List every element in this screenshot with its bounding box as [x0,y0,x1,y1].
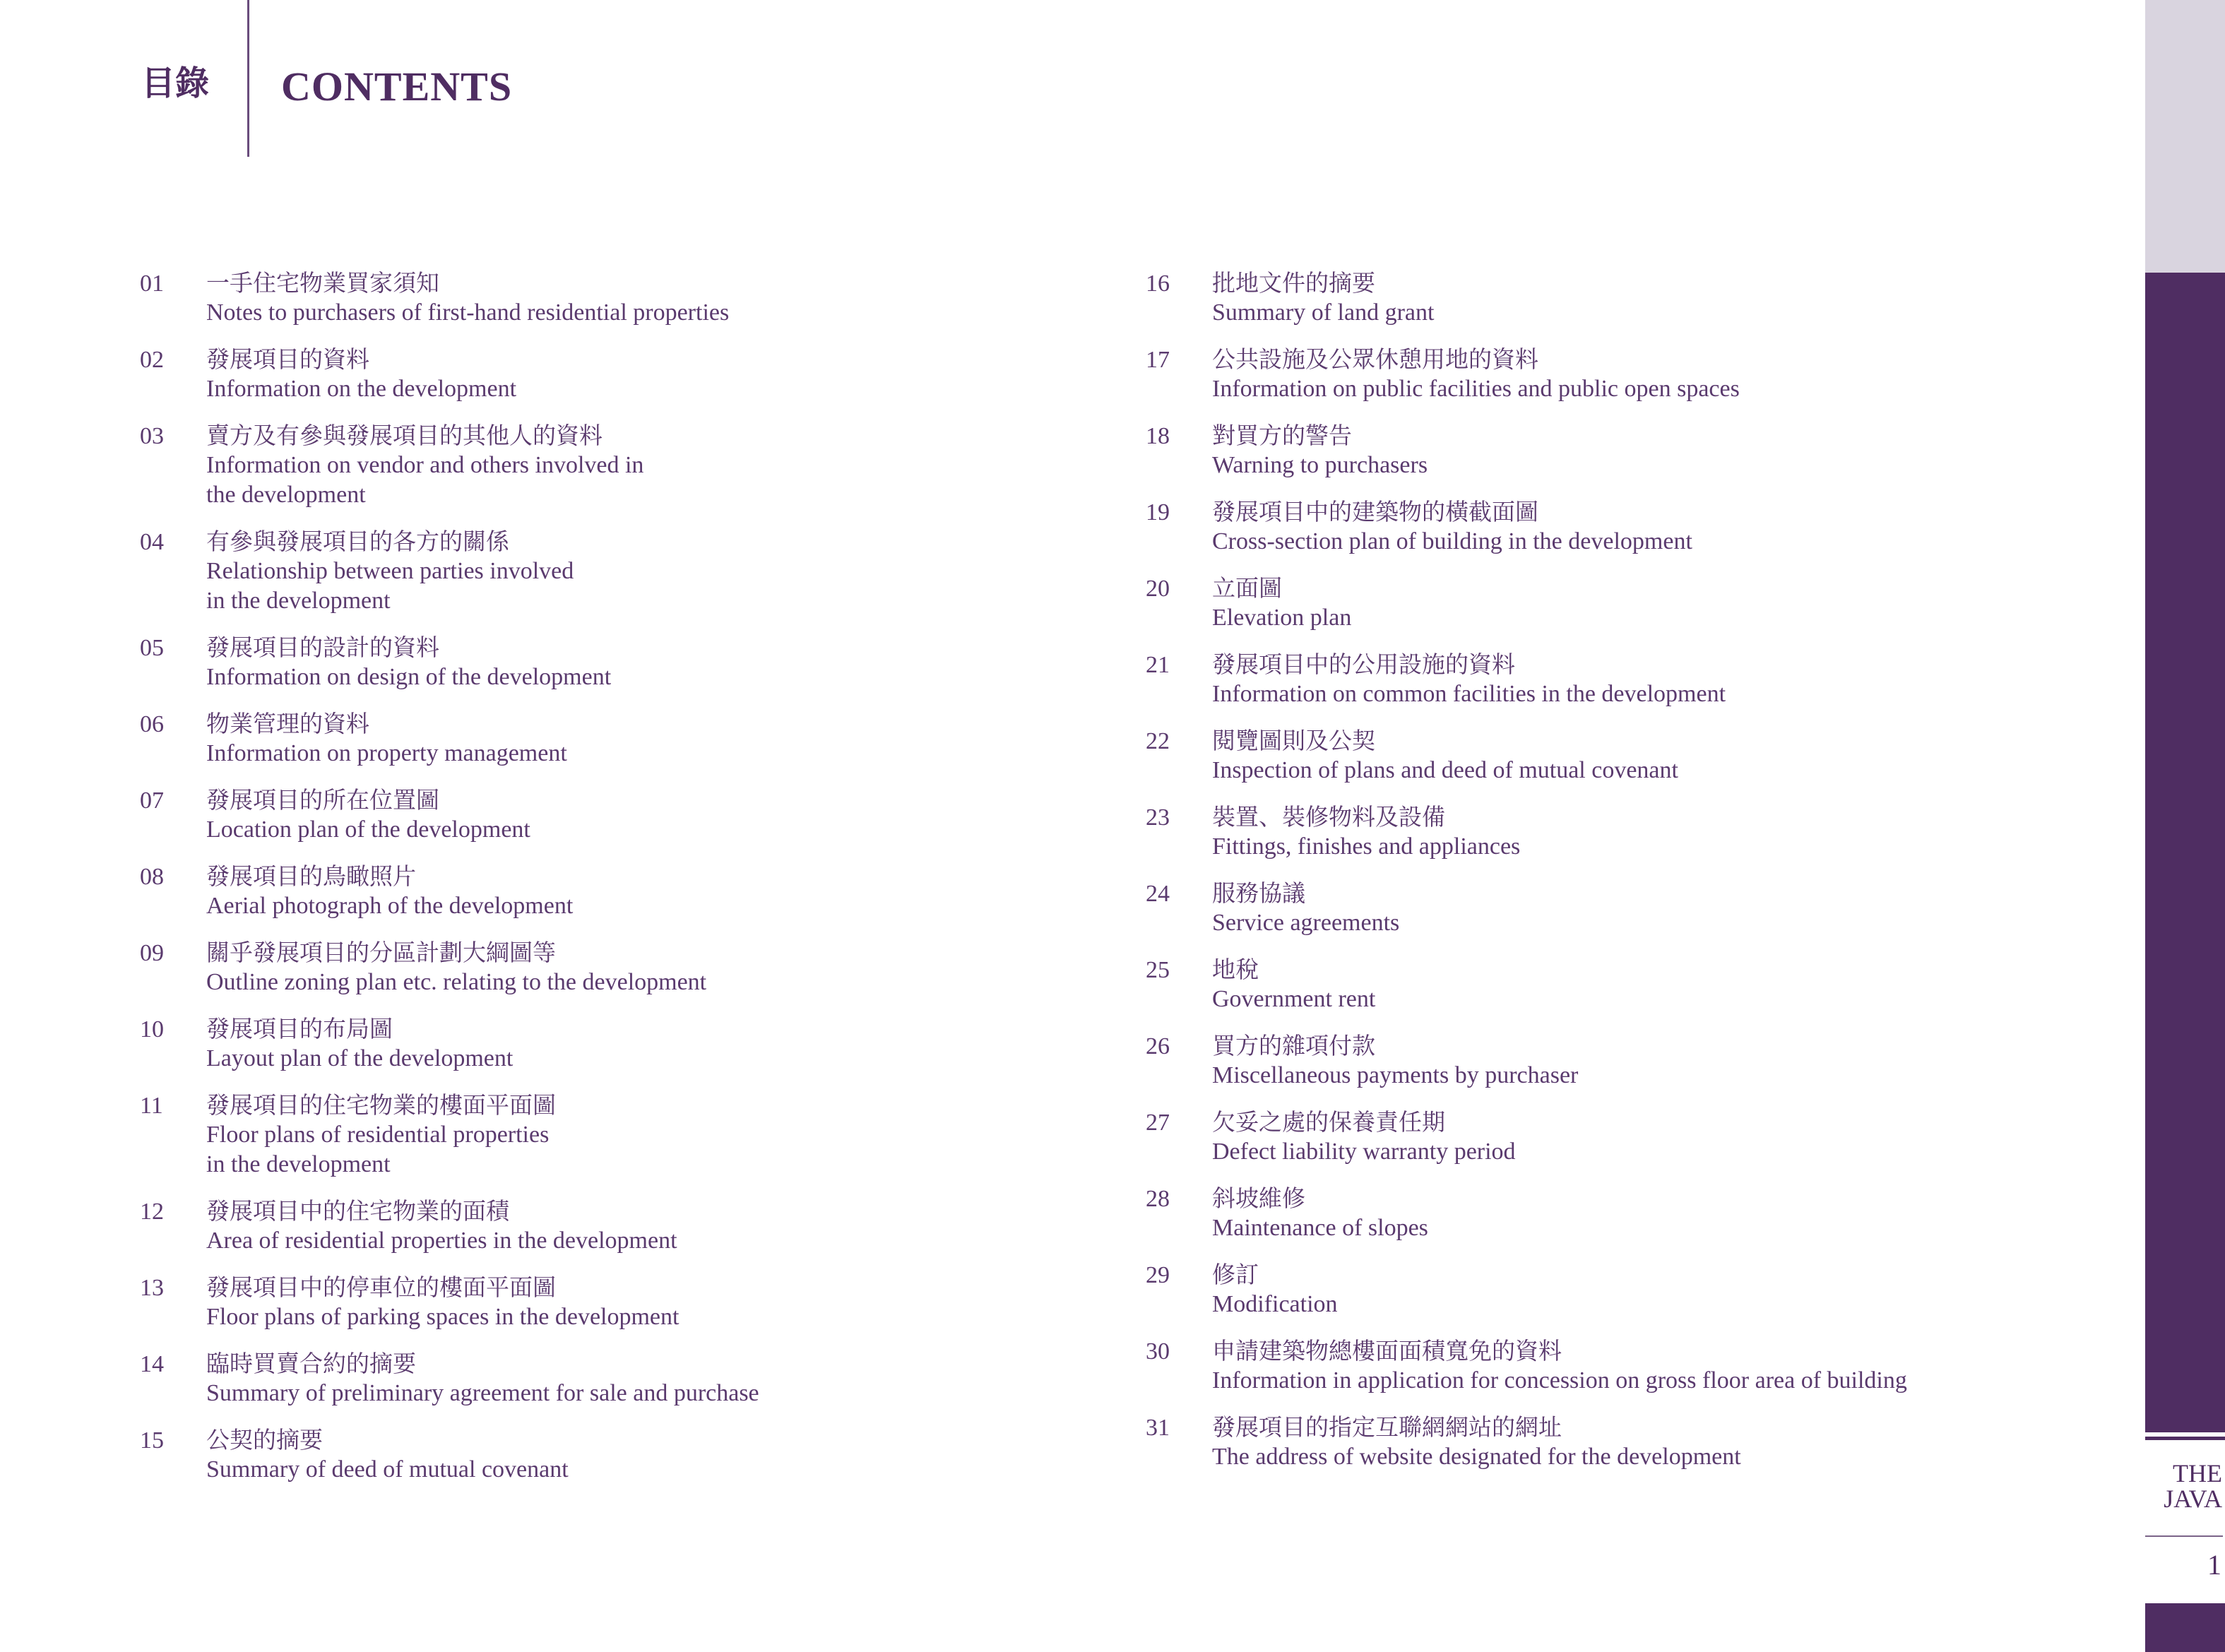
toc-entry-title-english: Fittings, finishes and appliances [1212,833,1521,860]
toc-entry-number: 28 [1146,1186,1170,1212]
toc-entry-text [1212,421,2120,480]
toc-entry-title-english: Notes to purchasers of first-hand residential properties [206,299,730,326]
page-header [0,0,2048,162]
toc-entry-title-english: Information on property management [206,740,567,766]
toc-entry-number: 08 [140,864,164,890]
toc-entry-title-english: Layout plan of the development [206,1045,514,1071]
toc-entry-title-english: Outline zoning plan etc. relating to the development [206,969,707,995]
toc-entry-title-english: Information on public facilities and public open spaces [1212,376,1740,402]
toc-entry-text [1212,1031,2120,1091]
toc-entry-number: 27 [1146,1110,1170,1136]
toc-entry-title-chinese: 裝置、裝修物料及設備 [1212,803,1445,831]
toc-entry-title-chinese: 發展項目中的建築物的橫截面圖 [1212,498,1538,525]
toc-entry[interactable] [1146,1260,2120,1319]
toc-entry-title-chinese: 公共設施及公眾休憩用地的資料 [1212,345,1538,373]
toc-entry-text [206,1349,1115,1408]
toc-entry-text [206,345,1115,404]
toc-entry-number: 29 [1146,1262,1170,1288]
toc-entry-title-chinese: 對買方的警告 [1212,422,1352,449]
toc-entry-title-chinese: 發展項目的所在位置圖 [206,786,439,814]
toc-entry-text [1212,726,2120,785]
sidebar-light-block [2145,0,2225,273]
toc-entry-title-chinese: 發展項目的資料 [206,345,369,373]
toc-entry[interactable] [1146,650,2120,709]
toc-entry[interactable] [140,268,1115,328]
toc-entry[interactable] [140,421,1115,510]
toc-entry[interactable] [1146,726,2120,785]
toc-entry-number: 12 [140,1199,164,1225]
toc-entry-number: 22 [1146,728,1170,754]
toc-entry-text [1212,1107,2120,1167]
toc-entry-text [1212,802,2120,862]
toc-entry-number: 17 [1146,347,1170,373]
toc-entry-number: 19 [1146,499,1170,525]
toc-entry-number: 21 [1146,652,1170,678]
toc-entry-text [206,527,1115,616]
toc-entry-title-english: Information on design of the development [206,664,612,690]
toc-entry-title-chinese: 斜坡維修 [1212,1184,1305,1212]
toc-entry-number: 23 [1146,804,1170,831]
toc-entry-text [1212,345,2120,404]
toc-entry-text [1212,955,2120,1014]
toc-entry[interactable] [140,1014,1115,1074]
toc-entry-title-english: Relationship between parties involved in the development [206,558,574,614]
toc-entry-number: 09 [140,940,164,966]
toc-entry-title-chinese: 賣方及有參與發展項目的其他人的資料 [206,422,603,449]
toc-entry-number: 25 [1146,957,1170,983]
toc-entry-number: 03 [140,423,164,449]
toc-entry-text [206,1014,1115,1074]
toc-entry[interactable] [140,633,1115,692]
toc-entry-title-english: Floor plans of residential properties in the development [206,1122,550,1177]
toc-entry-title-english: Location plan of the development [206,816,530,843]
toc-entry[interactable] [140,527,1115,616]
toc-entry-text [1212,879,2120,938]
sidebar-dark-block [2145,273,2225,1432]
toc-entry-title-chinese: 發展項目中的停車位的樓面平面圖 [206,1273,556,1301]
toc-entry-title-english: Miscellaneous payments by purchaser [1212,1062,1579,1088]
toc-entry-title-english: Service agreements [1212,910,1400,936]
toc-entry[interactable] [1146,802,2120,862]
toc-entry[interactable] [140,1273,1115,1332]
toc-entry-text [206,1273,1115,1332]
toc-entry[interactable] [1146,268,2120,328]
page-title: CONTENTS [281,64,513,109]
toc-entry-title-chinese: 發展項目的鳥瞰照片 [206,862,416,890]
toc-entry-title-english: The address of website designated for the development [1212,1444,1741,1470]
toc-entry-title-chinese: 關乎發展項目的分區計劃大綱圖等 [206,939,556,966]
toc-entry-number: 31 [1146,1415,1170,1441]
toc-entry-title-chinese: 閱覽圖則及公契 [1212,727,1375,754]
toc-entry[interactable] [140,345,1115,404]
toc-entry-title-english: Modification [1212,1291,1338,1317]
toc-entry[interactable] [1146,497,2120,557]
toc-entry-title-chinese: 修訂 [1212,1261,1259,1288]
toc-entry-number: 20 [1146,576,1170,602]
toc-entry-title-english: Elevation plan [1212,605,1352,631]
toc-entry-title-english: Government rent [1212,986,1376,1012]
toc-entry-text [206,709,1115,768]
toc-entry[interactable] [1146,1031,2120,1091]
toc-entry-text [206,862,1115,921]
toc-entry-number: 24 [1146,881,1170,907]
brand-line-1: THE [2173,1459,2222,1487]
toc-entry-title-chinese: 發展項目中的公用設施的資料 [1212,650,1515,678]
toc-entry[interactable] [140,862,1115,921]
toc-entry[interactable] [1146,1184,2120,1243]
toc-entry-text [1212,1260,2120,1319]
toc-entry-text [206,1425,1115,1485]
toc-entry[interactable] [1146,1336,2120,1396]
toc-entry-title-english: Aerial photograph of the development [206,893,574,919]
toc-entry[interactable] [1146,955,2120,1014]
toc-entry-number: 06 [140,711,164,737]
toc-entry[interactable] [140,1425,1115,1485]
brand-divider [2145,1535,2223,1537]
sidebar-bottom-block [2145,1603,2225,1652]
toc-entry-title-english: Maintenance of slopes [1212,1215,1428,1241]
toc-entry-title-english: Inspection of plans and deed of mutual covenant [1212,757,1678,783]
toc-entry[interactable] [140,1349,1115,1408]
toc-entry-text [206,633,1115,692]
toc-entry-number: 15 [140,1427,164,1454]
toc-entry-title-chinese: 物業管理的資料 [206,710,369,737]
toc-entry-title-chinese: 地稅 [1212,956,1259,983]
toc-entry-title-english: Information on the development [206,376,517,402]
toc-entry-number: 11 [140,1093,163,1119]
toc-entry-title-english: Information on vendor and others involved in the development [206,452,644,508]
toc-entry-title-chinese: 發展項目中的住宅物業的面積 [206,1197,509,1225]
toc-entry-text [1212,1336,2120,1396]
toc-entry-title-chinese: 發展項目的布局圖 [206,1015,393,1042]
toc-entry-title-chinese: 立面圖 [1212,574,1282,602]
toc-entry-title-english: Information on common facilities in the development [1212,681,1726,707]
toc-entry-number: 18 [1146,423,1170,449]
toc-entry-number: 14 [140,1351,164,1377]
toc-entry-number: 05 [140,635,164,661]
toc-entry-text [1212,1184,2120,1243]
toc-entry-text [206,421,1115,510]
toc-entry-title-chinese: 服務協議 [1212,879,1305,907]
toc-entry[interactable] [1146,1413,2120,1472]
toc-entry-number: 07 [140,788,164,814]
sidebar-rule [2145,1437,2225,1440]
toc-entry[interactable] [140,938,1115,997]
toc-entry[interactable] [140,785,1115,845]
toc-entry-title-chinese: 發展項目的指定互聯網網站的網址 [1212,1413,1562,1441]
toc-entry-number: 16 [1146,271,1170,297]
toc-entry-number: 30 [1146,1338,1170,1365]
toc-entry-number: 13 [140,1275,164,1301]
toc-entry-text [206,1196,1115,1256]
toc-entry[interactable] [1146,879,2120,938]
toc-entry-title-english: Summary of land grant [1212,299,1435,326]
page-title-chinese: 目錄 [141,64,210,103]
toc-entry-text [1212,574,2120,633]
toc-entry-number: 04 [140,529,164,555]
toc-entry-title-chinese: 買方的雜項付款 [1212,1032,1375,1059]
toc-entry[interactable] [1146,574,2120,633]
toc-entry-title-english: Warning to purchasers [1212,452,1428,478]
toc-entry[interactable] [140,1196,1115,1256]
toc-entry-title-english: Floor plans of parking spaces in the development [206,1304,680,1330]
toc-entry-text [206,268,1115,328]
toc-entry-title-english: Cross-section plan of building in the development [1212,528,1692,554]
toc-entry-title-english: Area of residential properties in the development [206,1228,677,1254]
toc-entry-title-english: Defect liability warranty period [1212,1139,1516,1165]
toc-entry-number: 02 [140,347,164,373]
toc-entry-text [1212,497,2120,557]
toc-entry-title-chinese: 有參與發展項目的各方的關係 [206,528,509,555]
toc-entry-text [1212,650,2120,709]
toc-entry[interactable] [1146,345,2120,404]
toc-entry-title-chinese: 發展項目的住宅物業的樓面平面圖 [206,1091,556,1119]
toc-entry-title-chinese: 發展項目的設計的資料 [206,634,439,661]
table-of-contents-left-column [140,268,1115,1502]
title-divider [247,0,249,157]
table-of-contents-right-column [1146,268,2120,1489]
toc-entry[interactable] [1146,1107,2120,1167]
brand-logo [2145,1461,2225,1511]
toc-entry-title-chinese: 公契的摘要 [206,1426,323,1454]
page-number: 1 [2207,1549,2221,1581]
toc-entry-text [1212,268,2120,328]
brand-line-2: JAVA [2164,1485,2222,1513]
toc-entry-title-english: Summary of deed of mutual covenant [206,1456,569,1482]
toc-entry-title-chinese: 一手住宅物業買家須知 [206,269,439,297]
toc-entry-text [1212,1413,2120,1472]
toc-entry-text [206,1091,1115,1179]
toc-entry-text [206,938,1115,997]
toc-entry-title-english: Summary of preliminary agreement for sale and purchase [206,1380,759,1406]
toc-entry-title-english: Information in application for concession on gross floor area of building [1212,1367,1907,1393]
toc-entry-title-chinese: 申請建築物總樓面面積寬免的資料 [1212,1337,1562,1365]
toc-entry[interactable] [140,709,1115,768]
toc-entry-title-chinese: 臨時買賣合約的摘要 [206,1350,416,1377]
toc-entry[interactable] [140,1091,1115,1179]
toc-entry[interactable] [1146,421,2120,480]
toc-entry-title-chinese: 欠妥之處的保養責任期 [1212,1108,1445,1136]
toc-entry-number: 10 [140,1016,164,1042]
toc-entry-number: 26 [1146,1033,1170,1059]
toc-entry-number: 01 [140,271,164,297]
toc-entry-title-chinese: 批地文件的摘要 [1212,269,1375,297]
toc-entry-text [206,785,1115,845]
